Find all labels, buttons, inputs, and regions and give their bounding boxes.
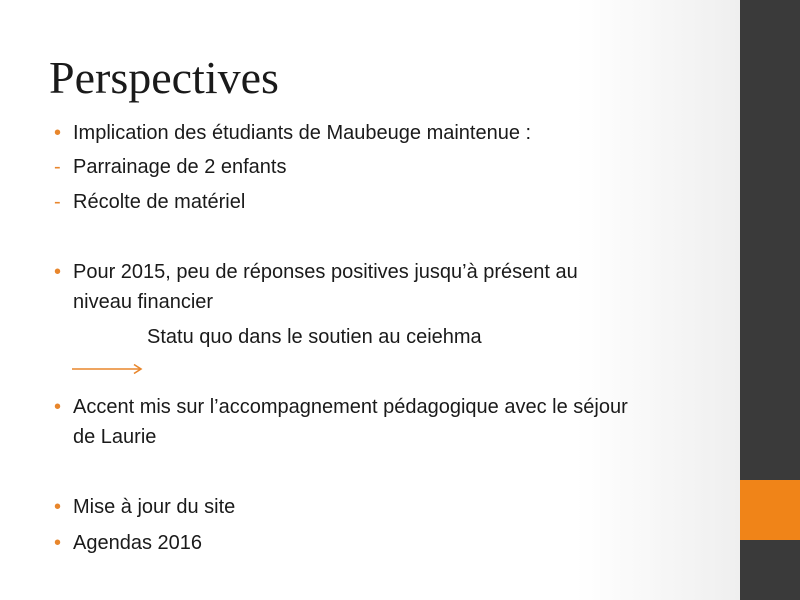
bullet-implication: Implication des étudiants de Maubeuge maintenue : xyxy=(73,122,532,144)
bullet-accent-line2: de Laurie xyxy=(73,426,157,448)
bullet-pour-2015-line1: Pour 2015, peu de réponses positives jusqu’à présent au xyxy=(73,261,578,283)
slide-title: Perspectives xyxy=(49,52,279,103)
side-accent-block xyxy=(740,480,800,540)
bullet-marker: • xyxy=(54,532,62,554)
bullet-mise-a-jour: Mise à jour du site xyxy=(73,496,236,518)
bullet-marker: • xyxy=(54,396,62,418)
bullet-marker: • xyxy=(54,496,62,518)
bullet-agendas: Agendas 2016 xyxy=(73,532,203,554)
right-arrow-icon xyxy=(72,362,144,376)
dash-marker: - xyxy=(54,191,61,213)
dash-recolte: Récolte de matériel xyxy=(73,191,246,213)
bullet-accent-line1: Accent mis sur l’accompagnement pédagogique avec le séjour xyxy=(73,396,628,418)
sub-statu-quo: Statu quo dans le soutien au ceiehma xyxy=(147,326,482,348)
bullet-pour-2015-line2: niveau financier xyxy=(73,291,214,313)
dash-parrainage: Parrainage de 2 enfants xyxy=(73,156,287,178)
dash-marker: - xyxy=(54,156,61,178)
bullet-marker: • xyxy=(54,261,62,283)
bullet-marker: • xyxy=(54,122,62,144)
